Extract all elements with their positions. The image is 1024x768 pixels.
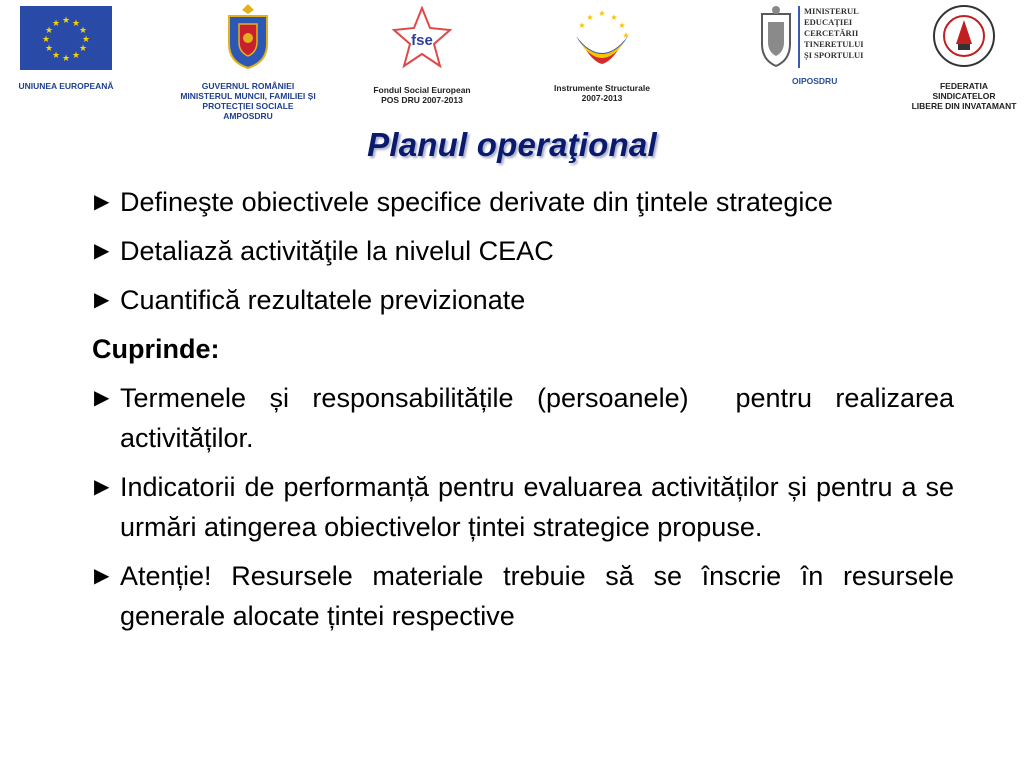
fse-caption-line-1: Fondul Social European (373, 85, 471, 95)
bullet-arrow-icon: ▶ (94, 191, 110, 213)
ministry-education-logo (756, 0, 886, 86)
bullet-item (92, 467, 954, 547)
svg-text:★: ★ (578, 21, 586, 30)
ministry-caption: OIPOSDRU (792, 76, 838, 86)
svg-text:★: ★ (51, 51, 61, 61)
coat-of-arms-icon (221, 2, 275, 70)
bullet-text: Cuantifică rezultatele previzionate (120, 285, 526, 315)
eu-logo (10, 0, 122, 91)
bullet-item (92, 231, 954, 271)
svg-text:★: ★ (78, 44, 88, 54)
svg-text:★: ★ (51, 19, 61, 29)
svg-text:★: ★ (622, 31, 630, 40)
government-caption-line-4: AMPOSDRU (223, 111, 273, 121)
bullet-item (92, 280, 954, 320)
svg-text:★: ★ (78, 26, 88, 36)
bullet-item (92, 378, 962, 458)
slide-content (92, 182, 962, 645)
bullet-arrow-icon: ▶ (94, 476, 110, 498)
eu-caption: UNIUNEA EUROPEANĂ (18, 81, 114, 91)
bullet-arrow-icon: ▶ (94, 240, 110, 262)
eu-flag-icon (20, 6, 112, 70)
ministry-name-line-1: MINISTERUL (804, 6, 859, 16)
svg-text:★: ★ (618, 21, 626, 30)
bullet-arrow-icon: ▶ (94, 289, 110, 311)
bullet-text: Atenție! Resursele materiale trebuie să se înscrie în resursele generale alocate țintei respective (120, 561, 954, 631)
svg-text:★: ★ (610, 13, 618, 22)
fse-logo-text: fse (411, 32, 433, 49)
federation-logo (908, 0, 1020, 111)
ministry-name-line-2: EDUCAȚIEI (804, 17, 853, 27)
section-heading: Cuprinde: (92, 334, 220, 364)
fse-star-icon (392, 6, 452, 72)
svg-text:★: ★ (598, 9, 606, 18)
structural-instruments-icon (566, 6, 638, 72)
ministry-name-line-5: ȘI SPORTULUI (804, 50, 864, 60)
federation-caption-line-2: LIBERE DIN INVATAMANT (911, 101, 1017, 111)
svg-text:★: ★ (61, 54, 71, 64)
svg-text:★: ★ (586, 13, 594, 22)
government-caption-line-3: PROTECȚIEI SOCIALE (202, 101, 294, 111)
bullet-text: Detaliază activităţile la nivelul CEAC (120, 236, 554, 266)
federation-caption-line-1: FEDERATIA SINDICATELOR (932, 81, 996, 101)
bullet-arrow-icon: ▶ (94, 565, 110, 587)
government-caption-line-2: MINISTERUL MUNCII, FAMILIEI ȘI (180, 91, 316, 101)
bullet-item (92, 182, 954, 222)
structural-instruments-logo (540, 0, 664, 103)
svg-text:★: ★ (81, 35, 91, 45)
government-logo (168, 0, 328, 121)
ministry-name-line-4: TINERETULUI (804, 39, 864, 49)
svg-text:★: ★ (61, 16, 71, 26)
logo-bar (0, 0, 1024, 126)
bullet-arrow-icon: ▶ (94, 387, 110, 409)
ministry-crest-icon (756, 4, 796, 70)
bullet-text: Termenele și responsabilitățile (persoanele) pentru realizarea activităților. (120, 383, 962, 453)
ministry-name-line-3: CERCETĂRII (804, 28, 859, 38)
federation-seal-icon (932, 4, 996, 68)
slide-title: Planul operaţional (367, 126, 657, 163)
bullet-text: Indicatorii de performanță pentru evaluarea activităților și pentru a se urmări atingerea obiectivelor țintei strategice propuse. (120, 472, 954, 542)
svg-text:★: ★ (44, 26, 54, 36)
svg-text:★: ★ (71, 51, 81, 61)
bullet-text: Defineşte obiectivele specifice derivate din ţintele strategice (120, 187, 833, 217)
svg-text:★: ★ (71, 19, 81, 29)
bullet-item (92, 556, 954, 636)
fse-logo (360, 0, 484, 105)
svg-text:★: ★ (44, 44, 54, 54)
fse-caption-line-2: POS DRU 2007-2013 (381, 95, 463, 105)
government-caption-line-1: GUVERNUL ROMÂNIEI (201, 81, 295, 91)
svg-text:★: ★ (41, 35, 51, 45)
structural-instruments-caption-line-2: 2007-2013 (581, 93, 623, 103)
structural-instruments-caption-line-1: Instrumente Structurale (554, 83, 650, 93)
